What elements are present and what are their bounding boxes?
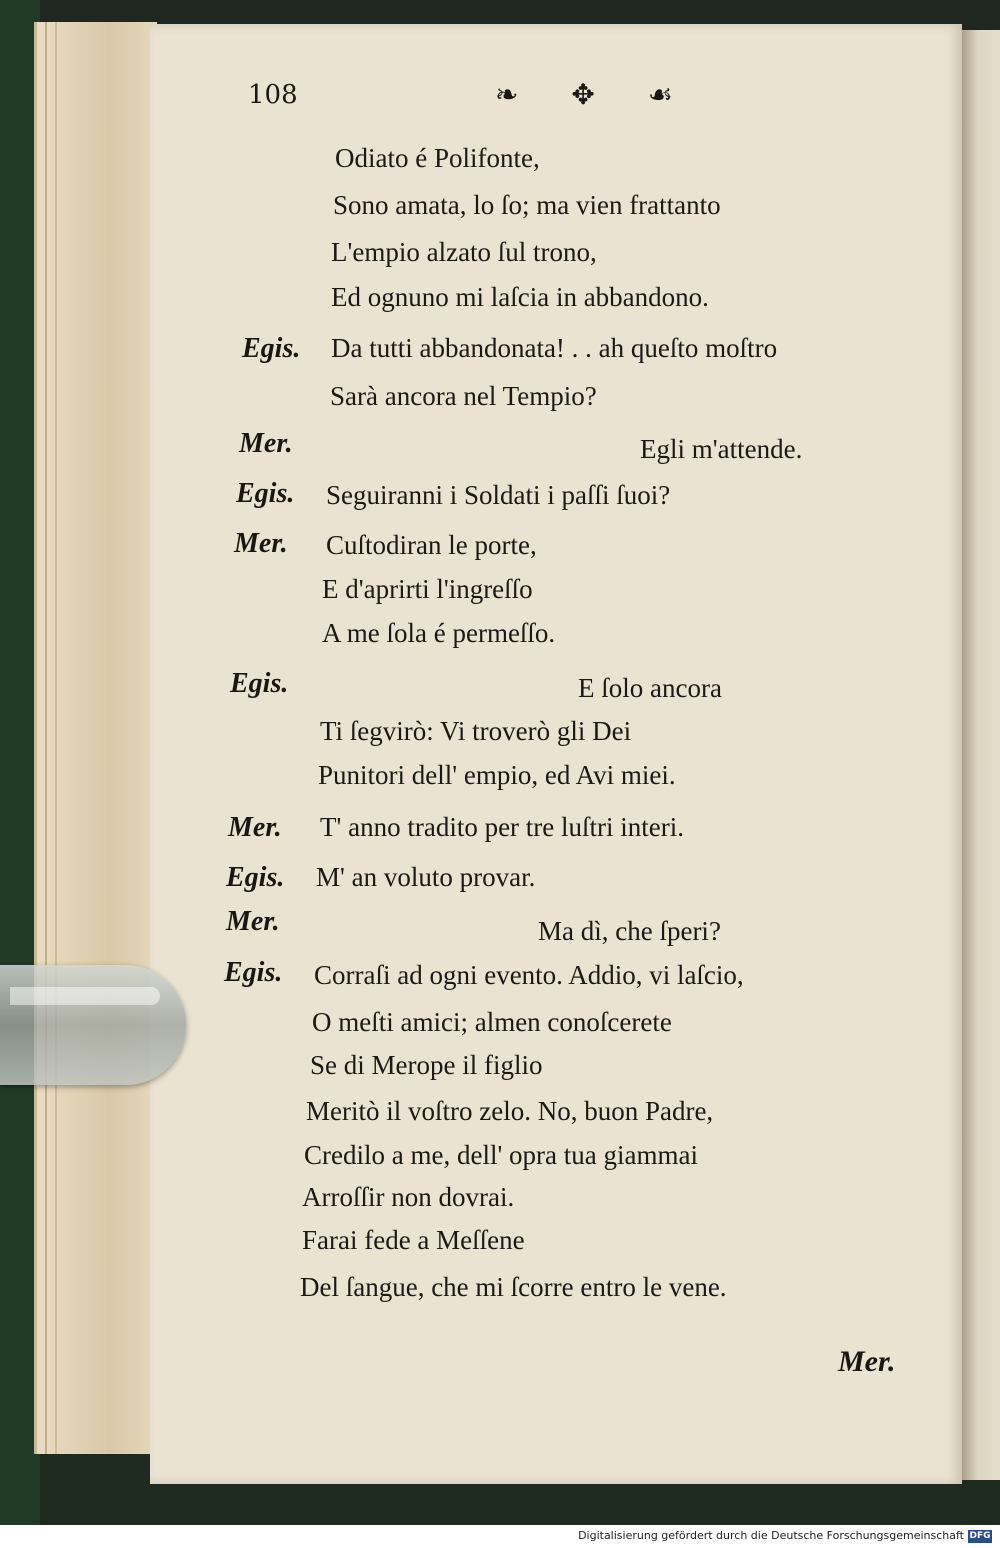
funding-credit: Digitalisierung gefördert durch die Deutsche Forschungsgemeinschaft: [578, 1529, 964, 1542]
text-line: Da tutti abbandonata! . . ah queſto moſtro: [331, 333, 778, 363]
text-line: Corraſi ad ogni evento. Addio, vi laſcio,: [314, 960, 744, 990]
text-line: Credilo a me, dell' opra tua giammai: [304, 1140, 698, 1170]
text-line: Arroſſir non dovrai.: [302, 1182, 515, 1212]
speaker-label: Egis.: [230, 668, 289, 699]
text-line: T' anno tradito per tre luſtri interi.: [320, 812, 684, 842]
text-line: Seguiranni i Soldati i paſſi ſuoi?: [326, 480, 671, 510]
speaker-label: Mer.: [228, 812, 282, 843]
text-line: Odiato é Polifonte,: [335, 143, 540, 173]
speaker-label: Mer.: [234, 528, 288, 559]
text-line: Sono amata, lo ſo; ma vien frattanto: [333, 190, 721, 220]
book-page-edges: [34, 22, 157, 1454]
speaker-label: Egis.: [242, 333, 301, 364]
text-line: Ti ſegvirò: Vi troverò gli Dei: [320, 716, 632, 746]
speaker-label: Mer.: [239, 428, 293, 459]
text-line: Meritò il voſtro zelo. No, buon Padre,: [306, 1096, 714, 1126]
page-clip: [0, 965, 186, 1085]
text-line: Farai fede a Meſſene: [302, 1225, 525, 1255]
catchword: Mer.: [838, 1345, 896, 1378]
text-line: Se di Merope il figlio: [310, 1050, 543, 1080]
text-line: O meſti amici; almen conoſcerete: [312, 1007, 672, 1037]
header-ornament: ❧ ✥ ☙: [495, 78, 695, 111]
page-number: 108: [248, 80, 298, 110]
speaker-label: Egis.: [224, 957, 283, 988]
text-line: A me ſola é permeſſo.: [322, 618, 556, 648]
speaker-label: Egis.: [226, 862, 285, 893]
text-line: Egli m'attende.: [640, 434, 803, 464]
speaker-label: Egis.: [236, 478, 295, 509]
text-line: Ed ognuno mi laſcia in abbandono.: [331, 282, 709, 312]
speaker-label: Mer.: [226, 906, 280, 937]
text-line: Cuſtodiran le porte,: [326, 530, 537, 560]
text-line: L'empio alzato ſul trono,: [331, 237, 597, 267]
text-line: Del ſangue, che mi ſcorre entro le vene.: [300, 1272, 727, 1302]
text-line: Sarà ancora nel Tempio?: [330, 381, 597, 411]
text-line: Punitori dell' empio, ed Avi miei.: [318, 760, 676, 790]
text-line: Ma dì, che ſperi?: [538, 916, 721, 946]
dfg-logo: DFG: [969, 1531, 991, 1541]
text-line: E ſolo ancora: [578, 673, 722, 703]
text-line: E d'aprirti l'ingreſſo: [322, 574, 533, 604]
text-line: M' an voluto provar.: [316, 862, 536, 892]
facing-page-edge: [962, 30, 1000, 1480]
